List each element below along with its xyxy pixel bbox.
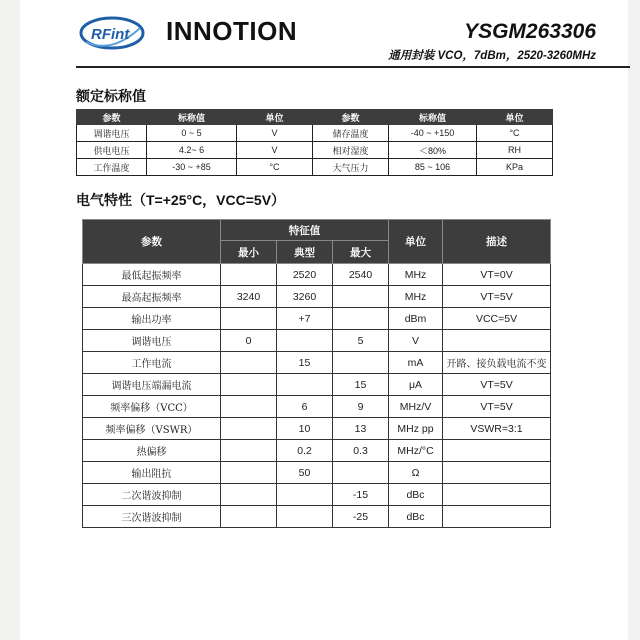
cell-max: 2540 bbox=[333, 264, 389, 286]
ratings-cell: 4.2~ 6 bbox=[147, 142, 237, 159]
cell-desc: VCC=5V bbox=[443, 308, 551, 330]
ratings-header-row bbox=[77, 110, 553, 125]
cell-min bbox=[221, 440, 277, 462]
header-typ: 典型 bbox=[277, 241, 333, 264]
cell-max: 0.3 bbox=[333, 440, 389, 462]
cell-min bbox=[221, 374, 277, 396]
cell-unit: dBc bbox=[389, 506, 443, 528]
cell-typ bbox=[277, 484, 333, 506]
datasheet-page bbox=[20, 0, 628, 640]
cell-param: 输出阻抗 bbox=[83, 462, 221, 484]
cell-typ: 2520 bbox=[277, 264, 333, 286]
ratings-header-cell: 标称值 bbox=[147, 110, 237, 125]
ratings-cell: KPa bbox=[477, 159, 553, 176]
cell-desc: VT=5V bbox=[443, 286, 551, 308]
cell-unit: Ω bbox=[389, 462, 443, 484]
cell-max: -15 bbox=[333, 484, 389, 506]
table-row bbox=[77, 142, 553, 159]
cell-unit: μA bbox=[389, 374, 443, 396]
cell-param: 最低起振频率 bbox=[83, 264, 221, 286]
ratings-cell: 调谐电压 bbox=[77, 125, 147, 142]
table-row bbox=[83, 352, 551, 374]
cell-unit: V bbox=[389, 330, 443, 352]
cell-param: 工作电流 bbox=[83, 352, 221, 374]
cell-max bbox=[333, 352, 389, 374]
ratings-cell: 大气压力 bbox=[313, 159, 389, 176]
electrical-body bbox=[83, 264, 551, 528]
cell-typ bbox=[277, 330, 333, 352]
cell-max: 5 bbox=[333, 330, 389, 352]
cell-min bbox=[221, 418, 277, 440]
cell-param: 三次谐波抑制 bbox=[83, 506, 221, 528]
cell-typ: 3260 bbox=[277, 286, 333, 308]
cell-unit: MHz pp bbox=[389, 418, 443, 440]
table-row bbox=[77, 125, 553, 142]
ratings-header-cell: 标称值 bbox=[389, 110, 477, 125]
ratings-cell: 相对湿度 bbox=[313, 142, 389, 159]
model-number: YSGM263306 bbox=[464, 20, 596, 43]
cell-min bbox=[221, 264, 277, 286]
cell-max bbox=[333, 462, 389, 484]
ratings-cell: 储存温度 bbox=[313, 125, 389, 142]
ratings-header-cell: 单位 bbox=[477, 110, 553, 125]
table-row bbox=[83, 374, 551, 396]
cell-param: 最高起振频率 bbox=[83, 286, 221, 308]
cell-unit: dBm bbox=[389, 308, 443, 330]
cell-min bbox=[221, 484, 277, 506]
ratings-table bbox=[76, 109, 553, 176]
cell-max: 13 bbox=[333, 418, 389, 440]
cell-desc: VT=5V bbox=[443, 396, 551, 418]
cell-max: 9 bbox=[333, 396, 389, 418]
ratings-cell: RH bbox=[477, 142, 553, 159]
ratings-cell: ＜80% bbox=[389, 142, 477, 159]
header-min: 最小 bbox=[221, 241, 277, 264]
cell-desc bbox=[443, 462, 551, 484]
header-unit: 单位 bbox=[389, 220, 443, 264]
header-param: 参数 bbox=[83, 220, 221, 264]
cell-unit: dBc bbox=[389, 484, 443, 506]
ratings-cell: 85 ~ 106 bbox=[389, 159, 477, 176]
cell-desc bbox=[443, 484, 551, 506]
table-row bbox=[83, 506, 551, 528]
rfint-logo-icon bbox=[78, 14, 150, 52]
cell-typ: 6 bbox=[277, 396, 333, 418]
ratings-cell: -40 ~ +150 bbox=[389, 125, 477, 142]
table-row bbox=[83, 440, 551, 462]
logo-text: RFint bbox=[91, 26, 130, 43]
electrical-header-row bbox=[83, 220, 551, 241]
cell-typ: 15 bbox=[277, 352, 333, 374]
table-row bbox=[83, 484, 551, 506]
cell-param: 调谐电压 bbox=[83, 330, 221, 352]
cell-unit: MHz/°C bbox=[389, 440, 443, 462]
cell-desc: VT=5V bbox=[443, 374, 551, 396]
table-row bbox=[83, 330, 551, 352]
ratings-title: 额定标称值 bbox=[76, 88, 146, 104]
cell-min bbox=[221, 396, 277, 418]
cell-desc bbox=[443, 330, 551, 352]
ratings-cell: V bbox=[237, 125, 313, 142]
ratings-cell: 工作温度 bbox=[77, 159, 147, 176]
cell-typ: 0.2 bbox=[277, 440, 333, 462]
ratings-header-cell: 参数 bbox=[77, 110, 147, 125]
table-row bbox=[83, 396, 551, 418]
ratings-cell: -30 ~ +85 bbox=[147, 159, 237, 176]
cell-min bbox=[221, 308, 277, 330]
cell-param: 热偏移 bbox=[83, 440, 221, 462]
table-row bbox=[83, 462, 551, 484]
cell-param: 输出功率 bbox=[83, 308, 221, 330]
cell-min bbox=[221, 462, 277, 484]
cell-typ: 50 bbox=[277, 462, 333, 484]
ratings-header-cell: 参数 bbox=[313, 110, 389, 125]
ratings-cell: °C bbox=[237, 159, 313, 176]
cell-typ: +7 bbox=[277, 308, 333, 330]
electrical-table bbox=[82, 219, 551, 528]
cell-unit: MHz/V bbox=[389, 396, 443, 418]
table-row bbox=[83, 418, 551, 440]
header-rule bbox=[76, 66, 630, 68]
table-row bbox=[83, 286, 551, 308]
cell-desc: VT=0V bbox=[443, 264, 551, 286]
cell-unit: MHz bbox=[389, 286, 443, 308]
ratings-cell: 供电电压 bbox=[77, 142, 147, 159]
cell-param: 频率偏移（VSWR） bbox=[83, 418, 221, 440]
cell-desc bbox=[443, 440, 551, 462]
table-row bbox=[83, 308, 551, 330]
header-desc: 描述 bbox=[443, 220, 551, 264]
cell-max: -25 bbox=[333, 506, 389, 528]
cell-min: 3240 bbox=[221, 286, 277, 308]
table-row bbox=[83, 264, 551, 286]
header-max: 最大 bbox=[333, 241, 389, 264]
cell-param: 频率偏移（VCC） bbox=[83, 396, 221, 418]
cell-min bbox=[221, 506, 277, 528]
cell-max bbox=[333, 286, 389, 308]
ratings-cell: °C bbox=[477, 125, 553, 142]
rfint-logo bbox=[78, 14, 150, 52]
ratings-header-cell: 单位 bbox=[237, 110, 313, 125]
ratings-cell: V bbox=[237, 142, 313, 159]
cell-param: 二次谐波抑制 bbox=[83, 484, 221, 506]
cell-max: 15 bbox=[333, 374, 389, 396]
cell-unit: MHz bbox=[389, 264, 443, 286]
cell-param: 调谐电压端漏电流 bbox=[83, 374, 221, 396]
electrical-title: 电气特性（T=+25°C，VCC=5V） bbox=[76, 192, 286, 208]
header-feature: 特征值 bbox=[221, 220, 389, 241]
ratings-cell: 0 ~ 5 bbox=[147, 125, 237, 142]
cell-min bbox=[221, 352, 277, 374]
cell-desc bbox=[443, 506, 551, 528]
cell-typ: 10 bbox=[277, 418, 333, 440]
product-subtitle: 通用封装 VCO，7dBm，2520-3260MHz bbox=[388, 50, 596, 62]
cell-unit: mA bbox=[389, 352, 443, 374]
cell-max bbox=[333, 308, 389, 330]
table-row bbox=[77, 159, 553, 176]
brand-name: INNOTION bbox=[166, 16, 298, 46]
cell-typ bbox=[277, 506, 333, 528]
cell-min: 0 bbox=[221, 330, 277, 352]
cell-desc: 开路、接负载电流不变 bbox=[443, 352, 551, 374]
cell-typ bbox=[277, 374, 333, 396]
cell-desc: VSWR=3:1 bbox=[443, 418, 551, 440]
